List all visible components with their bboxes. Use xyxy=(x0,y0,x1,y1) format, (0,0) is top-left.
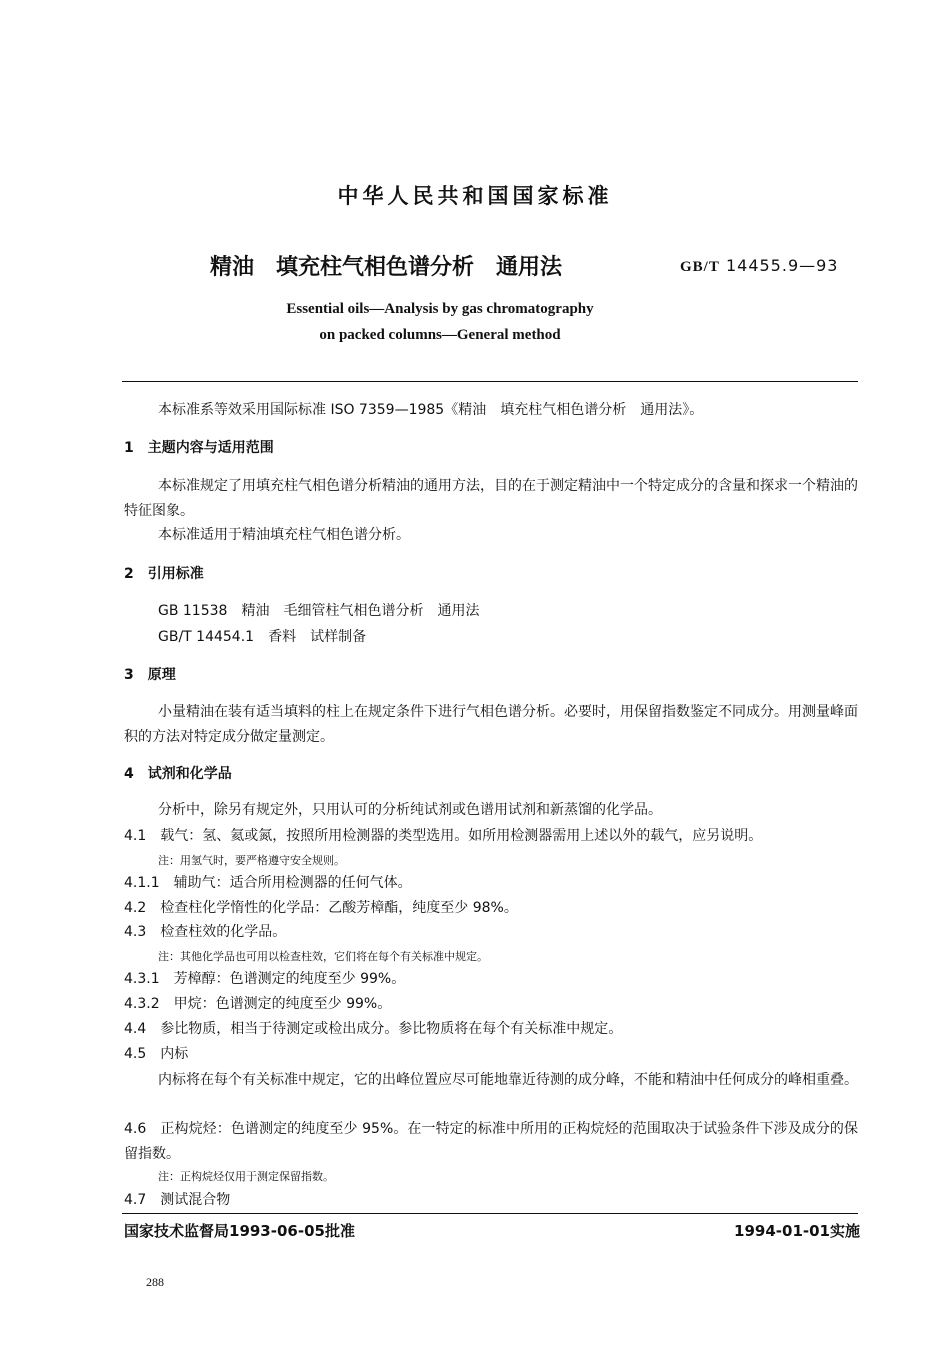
section-1-paragraph-1: 本标准规定了用填充柱气相色谱分析精油的通用方法，目的在于测定精油中一个特定成分的含量和探求一个精油的特征图象。 xyxy=(124,478,858,519)
national-standard-heading: 中华人民共和国国家标准 xyxy=(337,184,613,208)
reference-1: GB 11538 精油 毛细管柱气相色谱分析 通用法 xyxy=(158,603,480,619)
approval-date: 国家技术监督局1993-06-05批准 xyxy=(124,1222,355,1240)
clause-4-5-paragraph: 内标将在每个有关标准中规定，它的出峰位置应尽可能地靠近待测的成分峰，不能和精油中任何成分的峰相重叠。 xyxy=(158,1072,858,1088)
english-title-line2: on packed columns—General method xyxy=(319,327,561,343)
standard-number xyxy=(680,256,838,276)
clause-4-3: 4.3 检查柱效的化学品。 xyxy=(124,924,287,940)
clause-4-1-note: 注：用氢气时，要严格遵守安全规则。 xyxy=(158,854,345,867)
header-divider xyxy=(122,381,858,382)
english-title-line1: Essential oils—Analysis by gas chromatography xyxy=(286,301,594,317)
reference-2: GB/T 14454.1 香料 试样制备 xyxy=(158,629,367,645)
clause-4-3-2: 4.3.2 甲烷：色谱测定的纯度至少 99%。 xyxy=(124,996,392,1012)
clause-4-1-1: 4.1.1 辅助气：适合所用检测器的任何气体。 xyxy=(124,875,412,891)
chinese-title: 精油 填充柱气相色谱分析 通用法 xyxy=(210,255,563,280)
standard-prefix: GB/T xyxy=(680,259,720,275)
english-title xyxy=(210,296,670,348)
clause-4-1: 4.1 载气：氢、氦或氮，按照所用检测器的类型选用。如所用检测器需用上述以外的载气，应另说明。 xyxy=(124,828,763,844)
section-1-paragraph-2: 本标准适用于精油填充柱气相色谱分析。 xyxy=(158,527,410,543)
section-4-heading: 4 试剂和化学品 xyxy=(124,766,232,782)
clause-4-7: 4.7 测试混合物 xyxy=(124,1192,231,1208)
clause-4-6-note: 注：正构烷烃仅用于测定保留指数。 xyxy=(158,1170,334,1183)
clause-4-6: 4.6 正构烷烃：色谱测定的纯度至少 95%。在一特定的标准中所用的正构烷烃的范围取决于试验条件下涉及成分的保留指数。 xyxy=(124,1121,858,1162)
footer-divider xyxy=(122,1213,858,1214)
clause-4-3-1: 4.3.1 芳樟醇：色谱测定的纯度至少 99%。 xyxy=(124,971,406,987)
clause-4-3-note: 注：其他化学品也可用以检查柱效，它们将在每个有关标准中规定。 xyxy=(158,950,488,963)
effective-date: 1994-01-01实施 xyxy=(734,1222,860,1240)
section-1-heading: 1 主题内容与适用范围 xyxy=(124,440,274,456)
standard-code: 14455.9—93 xyxy=(725,256,839,275)
intro-text: 本标准系等效采用国际标准 ISO 7359—1985《精油 填充柱气相色谱分析 通用法》。 xyxy=(158,402,704,418)
page-number: 288 xyxy=(146,1275,164,1289)
section-3-paragraph: 小量精油在装有适当填料的柱上在规定条件下进行气相色谱分析。必要时，用保留指数鉴定不同成分。用测量峰面积的方法对特定成分做定量测定。 xyxy=(124,704,858,745)
section-4-paragraph: 分析中，除另有规定外，只用认可的分析纯试剂或色谱用试剂和新蒸馏的化学品。 xyxy=(158,802,662,818)
section-3-heading: 3 原理 xyxy=(124,667,176,683)
clause-4-5: 4.5 内标 xyxy=(124,1046,189,1062)
clause-4-4: 4.4 参比物质，相当于待测定或检出成分。参比物质将在每个有关标准中规定。 xyxy=(124,1021,623,1037)
clause-4-2: 4.2 检查柱化学惰性的化学品：乙酸芳樟酯，纯度至少 98%。 xyxy=(124,900,518,916)
section-2-heading: 2 引用标准 xyxy=(124,566,204,582)
